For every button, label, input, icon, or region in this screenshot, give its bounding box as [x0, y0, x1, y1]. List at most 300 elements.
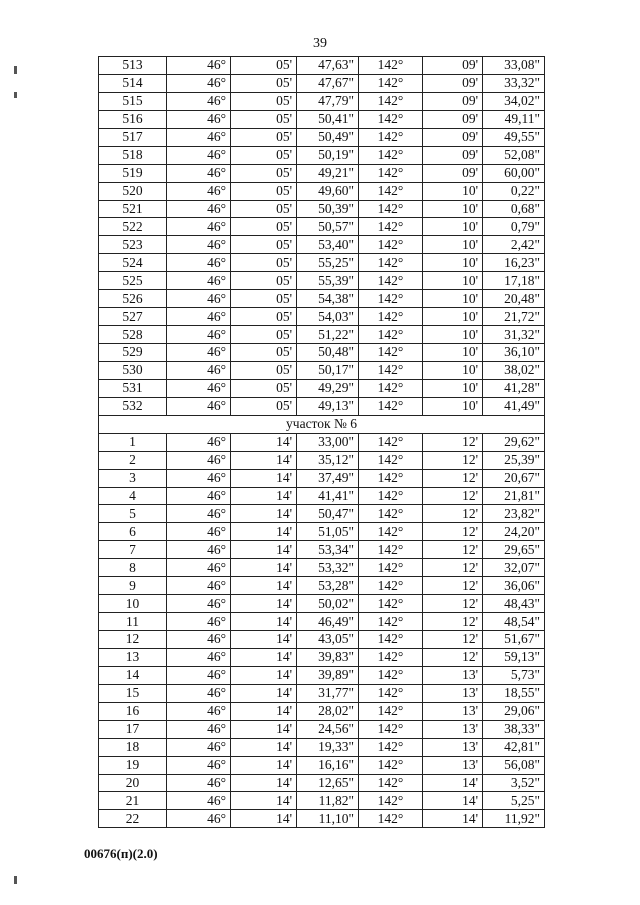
lon-degrees-cell: 142° [359, 254, 423, 272]
lat-degrees-cell: 46° [167, 146, 231, 164]
lon-minutes-cell: 12' [423, 505, 483, 523]
lon-minutes-cell: 09' [423, 128, 483, 146]
lon-degrees-cell: 142° [359, 200, 423, 218]
lat-minutes-cell: 05' [231, 164, 297, 182]
lat-minutes-cell: 14' [231, 559, 297, 577]
lon-seconds-cell: 5,25" [483, 792, 545, 810]
lon-seconds-cell: 33,32" [483, 74, 545, 92]
point-number-cell: 513 [99, 57, 167, 75]
table-body-part-a [99, 57, 545, 416]
lat-minutes-cell: 14' [231, 684, 297, 702]
lon-seconds-cell: 29,06" [483, 702, 545, 720]
lon-degrees-cell: 142° [359, 110, 423, 128]
lat-seconds-cell: 19,33" [297, 738, 359, 756]
lon-seconds-cell: 24,20" [483, 523, 545, 541]
lat-minutes-cell: 05' [231, 200, 297, 218]
lat-minutes-cell: 14' [231, 756, 297, 774]
lat-degrees-cell: 46° [167, 774, 231, 792]
lat-seconds-cell: 47,63" [297, 57, 359, 75]
lon-degrees-cell: 142° [359, 361, 423, 379]
lon-minutes-cell: 13' [423, 720, 483, 738]
point-number-cell: 525 [99, 272, 167, 290]
lon-degrees-cell: 142° [359, 326, 423, 344]
table-row [99, 810, 545, 828]
lat-minutes-cell: 05' [231, 326, 297, 344]
lat-seconds-cell: 11,82" [297, 792, 359, 810]
lat-seconds-cell: 49,60" [297, 182, 359, 200]
table-row [99, 541, 545, 559]
lon-seconds-cell: 56,08" [483, 756, 545, 774]
lat-seconds-cell: 50,49" [297, 128, 359, 146]
lon-degrees-cell: 142° [359, 774, 423, 792]
lat-seconds-cell: 50,41" [297, 110, 359, 128]
lat-degrees-cell: 46° [167, 74, 231, 92]
lon-seconds-cell: 25,39" [483, 451, 545, 469]
table-row [99, 774, 545, 792]
lat-degrees-cell: 46° [167, 684, 231, 702]
lat-seconds-cell: 51,05" [297, 523, 359, 541]
lon-minutes-cell: 14' [423, 792, 483, 810]
lon-degrees-cell: 142° [359, 290, 423, 308]
table-row [99, 92, 545, 110]
lon-minutes-cell: 09' [423, 146, 483, 164]
lon-minutes-cell: 10' [423, 308, 483, 326]
lat-seconds-cell: 50,39" [297, 200, 359, 218]
point-number-cell: 22 [99, 810, 167, 828]
table-row [99, 272, 545, 290]
lat-seconds-cell: 54,38" [297, 290, 359, 308]
lon-degrees-cell: 142° [359, 379, 423, 397]
lon-minutes-cell: 09' [423, 57, 483, 75]
lat-degrees-cell: 46° [167, 128, 231, 146]
table-row [99, 613, 545, 631]
lat-minutes-cell: 05' [231, 290, 297, 308]
lat-degrees-cell: 46° [167, 631, 231, 649]
point-number-cell: 18 [99, 738, 167, 756]
lat-seconds-cell: 49,13" [297, 397, 359, 415]
lon-degrees-cell: 142° [359, 720, 423, 738]
lat-degrees-cell: 46° [167, 254, 231, 272]
lon-minutes-cell: 10' [423, 218, 483, 236]
lat-minutes-cell: 05' [231, 361, 297, 379]
lat-seconds-cell: 11,10" [297, 810, 359, 828]
lon-minutes-cell: 14' [423, 774, 483, 792]
table-row [99, 648, 545, 666]
lat-seconds-cell: 16,16" [297, 756, 359, 774]
lat-degrees-cell: 46° [167, 720, 231, 738]
point-number-cell: 4 [99, 487, 167, 505]
lon-minutes-cell: 12' [423, 595, 483, 613]
lon-degrees-cell: 142° [359, 487, 423, 505]
lat-minutes-cell: 05' [231, 308, 297, 326]
point-number-cell: 5 [99, 505, 167, 523]
coordinates-table [98, 56, 545, 828]
lat-seconds-cell: 50,57" [297, 218, 359, 236]
lon-degrees-cell: 142° [359, 756, 423, 774]
lon-seconds-cell: 16,23" [483, 254, 545, 272]
table-row [99, 326, 545, 344]
lon-degrees-cell: 142° [359, 648, 423, 666]
point-number-cell: 10 [99, 595, 167, 613]
lat-degrees-cell: 46° [167, 469, 231, 487]
lon-seconds-cell: 32,07" [483, 559, 545, 577]
lon-seconds-cell: 18,55" [483, 684, 545, 702]
lat-degrees-cell: 46° [167, 505, 231, 523]
lat-degrees-cell: 46° [167, 344, 231, 362]
lat-seconds-cell: 50,02" [297, 595, 359, 613]
lat-minutes-cell: 14' [231, 505, 297, 523]
lon-seconds-cell: 29,62" [483, 433, 545, 451]
point-number-cell: 515 [99, 92, 167, 110]
lat-degrees-cell: 46° [167, 648, 231, 666]
lat-degrees-cell: 46° [167, 559, 231, 577]
table-row [99, 792, 545, 810]
lon-seconds-cell: 48,43" [483, 595, 545, 613]
lat-degrees-cell: 46° [167, 308, 231, 326]
table-row [99, 128, 545, 146]
point-number-cell: 20 [99, 774, 167, 792]
lat-minutes-cell: 14' [231, 738, 297, 756]
table-row [99, 361, 545, 379]
lat-minutes-cell: 14' [231, 487, 297, 505]
lon-seconds-cell: 29,65" [483, 541, 545, 559]
lat-minutes-cell: 14' [231, 595, 297, 613]
lon-minutes-cell: 13' [423, 666, 483, 684]
lon-seconds-cell: 21,81" [483, 487, 545, 505]
table-row [99, 505, 545, 523]
lon-degrees-cell: 142° [359, 469, 423, 487]
lon-degrees-cell: 142° [359, 57, 423, 75]
table-row [99, 702, 545, 720]
lat-degrees-cell: 46° [167, 792, 231, 810]
lat-minutes-cell: 14' [231, 666, 297, 684]
lon-minutes-cell: 10' [423, 272, 483, 290]
lon-minutes-cell: 12' [423, 559, 483, 577]
lat-degrees-cell: 46° [167, 236, 231, 254]
table-row [99, 559, 545, 577]
point-number-cell: 531 [99, 379, 167, 397]
table-row [99, 146, 545, 164]
lat-seconds-cell: 47,79" [297, 92, 359, 110]
lon-minutes-cell: 10' [423, 344, 483, 362]
point-number-cell: 526 [99, 290, 167, 308]
lon-minutes-cell: 13' [423, 684, 483, 702]
lon-minutes-cell: 10' [423, 290, 483, 308]
point-number-cell: 7 [99, 541, 167, 559]
point-number-cell: 17 [99, 720, 167, 738]
lon-seconds-cell: 51,67" [483, 631, 545, 649]
lon-degrees-cell: 142° [359, 128, 423, 146]
lat-degrees-cell: 46° [167, 702, 231, 720]
lon-minutes-cell: 10' [423, 236, 483, 254]
lon-seconds-cell: 49,11" [483, 110, 545, 128]
point-number-cell: 15 [99, 684, 167, 702]
lat-minutes-cell: 14' [231, 810, 297, 828]
lat-minutes-cell: 14' [231, 774, 297, 792]
lat-seconds-cell: 55,39" [297, 272, 359, 290]
lat-seconds-cell: 49,29" [297, 379, 359, 397]
lon-seconds-cell: 48,54" [483, 613, 545, 631]
lat-degrees-cell: 46° [167, 361, 231, 379]
lon-degrees-cell: 142° [359, 92, 423, 110]
lat-seconds-cell: 53,28" [297, 577, 359, 595]
table-row [99, 631, 545, 649]
lat-seconds-cell: 33,00" [297, 433, 359, 451]
lon-degrees-cell: 142° [359, 433, 423, 451]
lon-degrees-cell: 142° [359, 810, 423, 828]
scan-mark [14, 876, 17, 884]
lon-minutes-cell: 10' [423, 254, 483, 272]
point-number-cell: 532 [99, 397, 167, 415]
point-number-cell: 13 [99, 648, 167, 666]
point-number-cell: 514 [99, 74, 167, 92]
lat-minutes-cell: 05' [231, 182, 297, 200]
lat-minutes-cell: 05' [231, 254, 297, 272]
lon-seconds-cell: 42,81" [483, 738, 545, 756]
lon-seconds-cell: 34,02" [483, 92, 545, 110]
section-label: участок № 6 [99, 415, 545, 433]
lat-degrees-cell: 46° [167, 92, 231, 110]
lon-minutes-cell: 12' [423, 433, 483, 451]
point-number-cell: 517 [99, 128, 167, 146]
lon-seconds-cell: 38,02" [483, 361, 545, 379]
lat-seconds-cell: 43,05" [297, 631, 359, 649]
scan-mark [14, 92, 17, 98]
lat-minutes-cell: 14' [231, 720, 297, 738]
lat-minutes-cell: 14' [231, 541, 297, 559]
lon-degrees-cell: 142° [359, 792, 423, 810]
lon-degrees-cell: 142° [359, 559, 423, 577]
lon-seconds-cell: 36,06" [483, 577, 545, 595]
lon-minutes-cell: 10' [423, 182, 483, 200]
table-row [99, 308, 545, 326]
lon-minutes-cell: 12' [423, 648, 483, 666]
point-number-cell: 9 [99, 577, 167, 595]
lon-seconds-cell: 38,33" [483, 720, 545, 738]
point-number-cell: 516 [99, 110, 167, 128]
lat-seconds-cell: 12,65" [297, 774, 359, 792]
lat-degrees-cell: 46° [167, 756, 231, 774]
lon-minutes-cell: 12' [423, 541, 483, 559]
lon-degrees-cell: 142° [359, 451, 423, 469]
point-number-cell: 21 [99, 792, 167, 810]
lon-minutes-cell: 12' [423, 613, 483, 631]
lon-minutes-cell: 12' [423, 577, 483, 595]
table-row [99, 684, 545, 702]
lat-degrees-cell: 46° [167, 379, 231, 397]
lon-degrees-cell: 142° [359, 146, 423, 164]
table-row [99, 57, 545, 75]
lon-seconds-cell: 59,13" [483, 648, 545, 666]
lat-seconds-cell: 47,67" [297, 74, 359, 92]
lat-seconds-cell: 28,02" [297, 702, 359, 720]
lat-seconds-cell: 55,25" [297, 254, 359, 272]
point-number-cell: 11 [99, 613, 167, 631]
point-number-cell: 14 [99, 666, 167, 684]
point-number-cell: 519 [99, 164, 167, 182]
lon-seconds-cell: 11,92" [483, 810, 545, 828]
lat-degrees-cell: 46° [167, 397, 231, 415]
lat-minutes-cell: 14' [231, 631, 297, 649]
lon-degrees-cell: 142° [359, 308, 423, 326]
section-row [99, 415, 545, 433]
lon-minutes-cell: 10' [423, 326, 483, 344]
lon-seconds-cell: 23,82" [483, 505, 545, 523]
lat-minutes-cell: 05' [231, 74, 297, 92]
table-row [99, 577, 545, 595]
lon-degrees-cell: 142° [359, 666, 423, 684]
lat-seconds-cell: 46,49" [297, 613, 359, 631]
table-row [99, 236, 545, 254]
lon-degrees-cell: 142° [359, 613, 423, 631]
lat-minutes-cell: 14' [231, 648, 297, 666]
lat-degrees-cell: 46° [167, 326, 231, 344]
table-row [99, 523, 545, 541]
lat-minutes-cell: 05' [231, 379, 297, 397]
lon-degrees-cell: 142° [359, 236, 423, 254]
lon-minutes-cell: 09' [423, 164, 483, 182]
lon-seconds-cell: 31,32" [483, 326, 545, 344]
lon-seconds-cell: 20,67" [483, 469, 545, 487]
table-row [99, 451, 545, 469]
lat-seconds-cell: 35,12" [297, 451, 359, 469]
table-row [99, 720, 545, 738]
lon-seconds-cell: 41,49" [483, 397, 545, 415]
lat-degrees-cell: 46° [167, 164, 231, 182]
lat-minutes-cell: 05' [231, 57, 297, 75]
lon-degrees-cell: 142° [359, 218, 423, 236]
point-number-cell: 6 [99, 523, 167, 541]
table-row [99, 182, 545, 200]
lon-seconds-cell: 3,52" [483, 774, 545, 792]
lat-seconds-cell: 51,22" [297, 326, 359, 344]
table-row [99, 74, 545, 92]
lon-minutes-cell: 12' [423, 487, 483, 505]
lat-minutes-cell: 05' [231, 397, 297, 415]
point-number-cell: 520 [99, 182, 167, 200]
lon-seconds-cell: 17,18" [483, 272, 545, 290]
lat-degrees-cell: 46° [167, 738, 231, 756]
lat-minutes-cell: 05' [231, 236, 297, 254]
lat-seconds-cell: 24,56" [297, 720, 359, 738]
lon-minutes-cell: 12' [423, 631, 483, 649]
point-number-cell: 521 [99, 200, 167, 218]
point-number-cell: 529 [99, 344, 167, 362]
lat-minutes-cell: 05' [231, 344, 297, 362]
lon-degrees-cell: 142° [359, 182, 423, 200]
lat-seconds-cell: 54,03" [297, 308, 359, 326]
lat-seconds-cell: 50,47" [297, 505, 359, 523]
lat-minutes-cell: 05' [231, 146, 297, 164]
lat-degrees-cell: 46° [167, 541, 231, 559]
lat-minutes-cell: 05' [231, 92, 297, 110]
table-row [99, 756, 545, 774]
point-number-cell: 518 [99, 146, 167, 164]
lon-minutes-cell: 10' [423, 379, 483, 397]
lat-degrees-cell: 46° [167, 290, 231, 308]
lon-minutes-cell: 10' [423, 361, 483, 379]
lon-seconds-cell: 36,10" [483, 344, 545, 362]
lon-degrees-cell: 142° [359, 272, 423, 290]
lon-seconds-cell: 52,08" [483, 146, 545, 164]
lon-degrees-cell: 142° [359, 595, 423, 613]
table-row [99, 738, 545, 756]
lon-minutes-cell: 12' [423, 451, 483, 469]
lat-degrees-cell: 46° [167, 200, 231, 218]
point-number-cell: 12 [99, 631, 167, 649]
lat-degrees-cell: 46° [167, 613, 231, 631]
lon-minutes-cell: 13' [423, 756, 483, 774]
lon-degrees-cell: 142° [359, 505, 423, 523]
table-row [99, 290, 545, 308]
lon-seconds-cell: 0,68" [483, 200, 545, 218]
lon-degrees-cell: 142° [359, 523, 423, 541]
point-number-cell: 8 [99, 559, 167, 577]
lat-degrees-cell: 46° [167, 110, 231, 128]
lon-seconds-cell: 49,55" [483, 128, 545, 146]
lat-seconds-cell: 53,40" [297, 236, 359, 254]
lon-seconds-cell: 33,08" [483, 57, 545, 75]
table-row [99, 433, 545, 451]
lat-minutes-cell: 14' [231, 433, 297, 451]
point-number-cell: 522 [99, 218, 167, 236]
table-row [99, 218, 545, 236]
lat-minutes-cell: 14' [231, 702, 297, 720]
lat-degrees-cell: 46° [167, 272, 231, 290]
table-row [99, 344, 545, 362]
lat-degrees-cell: 46° [167, 433, 231, 451]
lon-minutes-cell: 10' [423, 397, 483, 415]
lon-seconds-cell: 20,48" [483, 290, 545, 308]
lat-minutes-cell: 05' [231, 110, 297, 128]
table-row [99, 110, 545, 128]
point-number-cell: 16 [99, 702, 167, 720]
lon-seconds-cell: 0,22" [483, 182, 545, 200]
lon-degrees-cell: 142° [359, 577, 423, 595]
lon-minutes-cell: 09' [423, 74, 483, 92]
lat-minutes-cell: 05' [231, 272, 297, 290]
lat-minutes-cell: 14' [231, 469, 297, 487]
lat-seconds-cell: 31,77" [297, 684, 359, 702]
lon-minutes-cell: 13' [423, 738, 483, 756]
lat-minutes-cell: 14' [231, 451, 297, 469]
lon-minutes-cell: 14' [423, 810, 483, 828]
point-number-cell: 528 [99, 326, 167, 344]
lon-degrees-cell: 142° [359, 631, 423, 649]
point-number-cell: 524 [99, 254, 167, 272]
page-number: 39 [313, 36, 327, 51]
lon-minutes-cell: 09' [423, 92, 483, 110]
lat-degrees-cell: 46° [167, 577, 231, 595]
lon-minutes-cell: 10' [423, 200, 483, 218]
point-number-cell: 2 [99, 451, 167, 469]
lat-seconds-cell: 50,17" [297, 361, 359, 379]
lon-seconds-cell: 5,73" [483, 666, 545, 684]
lon-degrees-cell: 142° [359, 344, 423, 362]
lat-degrees-cell: 46° [167, 218, 231, 236]
point-number-cell: 523 [99, 236, 167, 254]
lon-degrees-cell: 142° [359, 702, 423, 720]
point-number-cell: 527 [99, 308, 167, 326]
lat-seconds-cell: 37,49" [297, 469, 359, 487]
table-row [99, 379, 545, 397]
lon-minutes-cell: 12' [423, 469, 483, 487]
lon-minutes-cell: 09' [423, 110, 483, 128]
lon-degrees-cell: 142° [359, 738, 423, 756]
lat-minutes-cell: 14' [231, 792, 297, 810]
lat-seconds-cell: 53,32" [297, 559, 359, 577]
table-row [99, 164, 545, 182]
